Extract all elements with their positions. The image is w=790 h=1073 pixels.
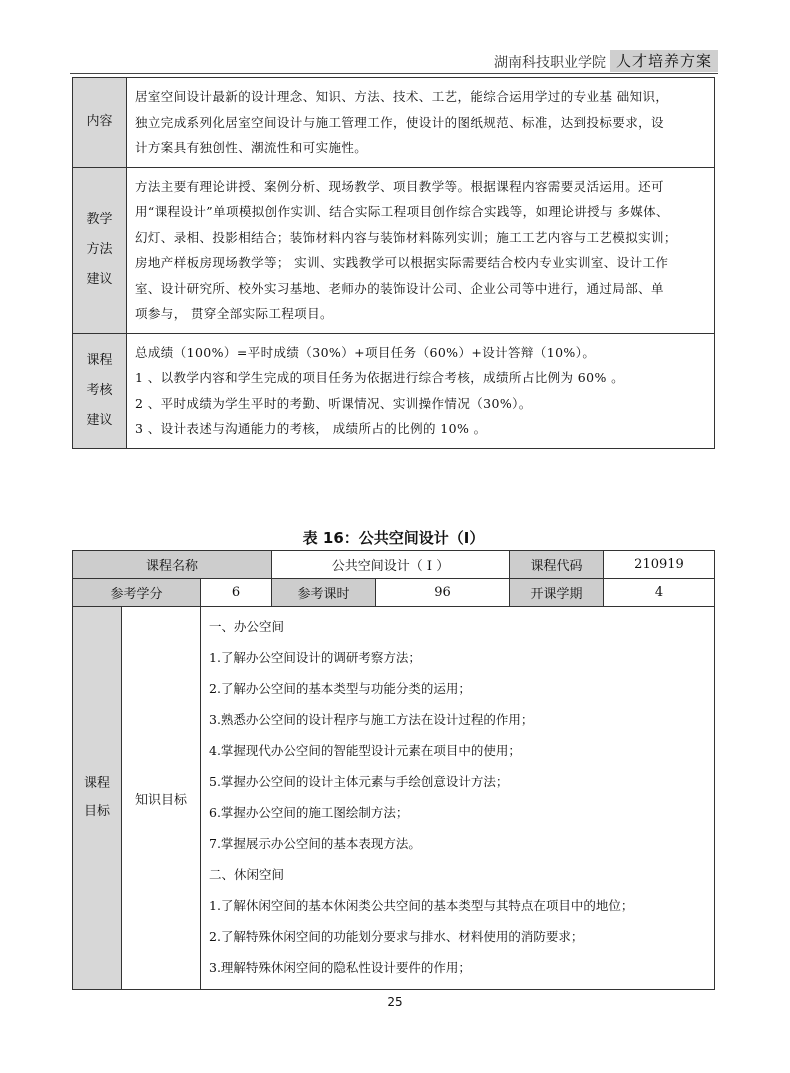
course-name-value: 公共空间设计（ Ⅰ ）: [272, 551, 510, 579]
table-row: [73, 607, 715, 990]
label-line: 内容: [86, 114, 113, 130]
text-line: 总成绩（100%）=平时成绩（30%）+项目任务（60%）+设计答辩（10%）。: [135, 344, 596, 360]
row-label-assessment: [73, 333, 127, 448]
objectives-label: [73, 607, 122, 990]
text-line: 居室空间设计最新的设计理念、知识、方法、技术、工艺，能综合运用学过的专业基 础知识，: [135, 89, 669, 104]
course-details-table: [72, 77, 715, 449]
text-line: 3 、设计表述与沟通能力的考核， 成绩所占的比例的 10% 。: [135, 421, 487, 436]
header-rule: [70, 73, 718, 74]
term-label: 开课学期: [510, 579, 604, 607]
label-line: 建议: [86, 412, 113, 428]
label-line: 建议: [86, 272, 113, 287]
school-name: 湖南科技职业学院: [494, 55, 606, 71]
text-line: 二、休闲空间: [209, 867, 285, 882]
text-line: 房地产样板房现场教学等； 实训、实践教学可以根据实际需要结合校内专业实训室、设计工作: [135, 255, 669, 270]
page-number: 25: [387, 995, 403, 1009]
text-line: 4.掌握现代办公空间的智能型设计元素在项目中的使用；: [209, 743, 521, 758]
table-row: [73, 551, 715, 579]
text-line: 2 、平时成绩为学生平时的考勤、听课情况、实训操作情况（30%）。: [135, 395, 532, 411]
table-row: [73, 333, 715, 448]
course-objectives-table: [72, 606, 715, 990]
text-line: 3.理解特殊休闲空间的隐私性设计要件的作用；: [209, 960, 471, 975]
text-line: 方法主要有理论讲授、案例分析、现场教学、项目教学等。根据课程内容需要灵活运用。还可: [135, 178, 664, 194]
text-line: 3.熟悉办公空间的设计程序与施工方法在设计过程的作用；: [209, 712, 534, 727]
table-caption: 表 16：公共空间设计（Ⅰ）: [302, 529, 485, 547]
hours-value: 96: [376, 579, 510, 607]
course-code-value: 210919: [604, 551, 715, 579]
text-line: 2.了解特殊休闲空间的功能划分要求与排水、材料使用的消防要求；: [209, 929, 584, 944]
text-line: 幻灯、录相、投影相结合；装饰材料内容与装饰材料陈列实训；施工工艺内容与工艺模拟实训；: [135, 229, 677, 245]
hours-label: 参考课时: [272, 579, 376, 607]
knowledge-goals-label: 知识目标: [122, 607, 201, 990]
table-row: [73, 78, 715, 168]
text-line: 独立完成系列化居室空间设计与施工管理工作，使设计的图纸规范、标准，达到投标要求，设: [135, 114, 664, 130]
text-line: 2.了解办公空间的基本类型与功能分类的运用；: [209, 681, 471, 696]
text-line: 计方案具有独创性、潮流性和可实施性。: [135, 140, 368, 155]
row-body-teaching-method: [127, 167, 715, 333]
table-row: [73, 579, 715, 607]
text-line: 1.了解休闲空间的基本休闲类公共空间的基本类型与其特点在项目中的地位；: [209, 898, 634, 913]
text-line: 室、设计研究所、校外实习基地、老师办的装饰设计公司、企业公司等中进行，通过局部、单: [135, 280, 664, 296]
page-header: [70, 50, 718, 74]
label-line: 课程: [86, 352, 113, 368]
course-info-table: [72, 550, 715, 607]
text-line: 7.掌握展示办公空间的基本表现方法。: [209, 836, 421, 851]
label-line: 目标: [83, 804, 110, 819]
text-line: 用“课程设计”单项模拟创作实训、结合实际工程项目创作综合实践等，如理论讲授与 多媒体、: [135, 204, 669, 219]
label-line: 课程: [83, 776, 110, 791]
credit-value: 6: [201, 579, 272, 607]
row-body-assessment: [127, 333, 715, 448]
knowledge-goals-body: [201, 607, 715, 990]
plan-title: 人才培养方案: [610, 50, 718, 72]
text-line: 项参与， 贯穿全部实际工程项目。: [135, 306, 333, 321]
course-code-label: 课程代码: [510, 551, 604, 579]
label-line: 考核: [86, 382, 113, 398]
row-body-content: [127, 78, 715, 168]
label-line: 教学: [86, 212, 113, 227]
row-label-teaching-method: [73, 167, 127, 333]
term-value: 4: [604, 579, 715, 607]
course-name-label: 课程名称: [73, 551, 272, 579]
table-row: [73, 167, 715, 333]
text-line: 1.了解办公空间设计的调研考察方法；: [209, 650, 421, 665]
text-line: 1 、以教学内容和学生完成的项目任务为依据进行综合考核，成绩所占比例为 60% 。: [135, 370, 625, 385]
text-line: 6.掌握办公空间的施工图绘制方法；: [209, 805, 409, 820]
label-line: 方法: [86, 242, 113, 257]
row-label-content: [73, 78, 127, 168]
text-line: 一、办公空间: [209, 619, 285, 634]
credit-label: 参考学分: [73, 579, 201, 607]
text-line: 5.掌握办公空间的设计主体元素与手绘创意设计方法；: [209, 774, 509, 789]
